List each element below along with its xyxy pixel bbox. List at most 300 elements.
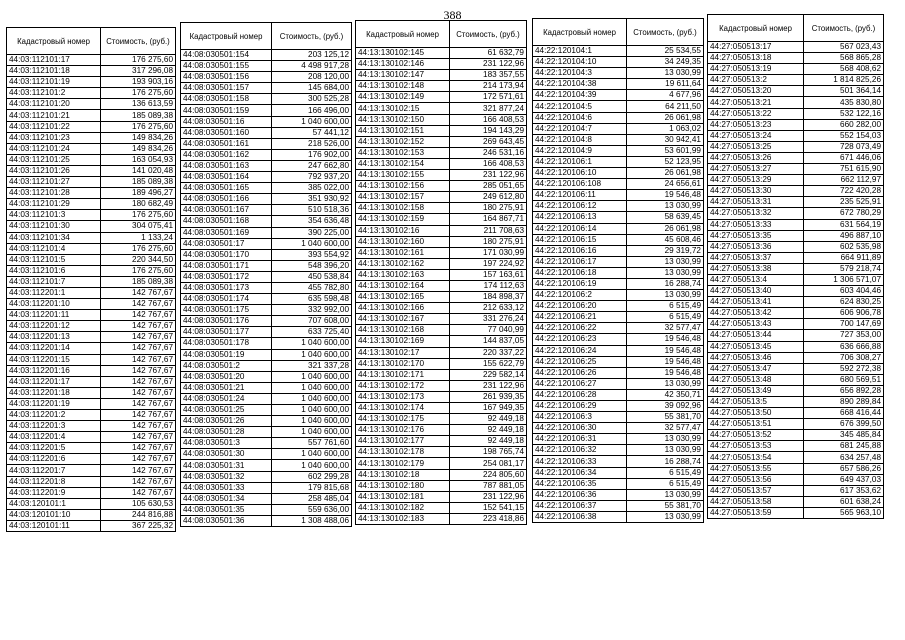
cost-cell: 39 092,96: [627, 401, 704, 412]
table-row: [533, 367, 704, 378]
header-cost: Стоимость, (руб.): [272, 23, 352, 50]
cost-cell: 269 643,45: [450, 136, 527, 147]
header-cost: Стоимость, (руб.): [804, 15, 884, 42]
cadastral-number-cell: 44:13:130102:163: [356, 269, 450, 280]
cost-cell: 331 276,24: [450, 314, 527, 325]
cost-cell: 142 767,67: [101, 310, 176, 321]
table-row: [7, 487, 176, 498]
cadastral-number-cell: 44:13:130102:165: [356, 292, 450, 303]
table-row: [533, 212, 704, 223]
table-row: [7, 299, 176, 310]
cadastral-number-cell: 44:13:130102:160: [356, 236, 450, 247]
cadastral-number-cell: 44:27:050513:48: [708, 374, 804, 385]
table-row: [533, 101, 704, 112]
cadastral-number-cell: 44:03:112101:6: [7, 265, 101, 276]
table-row: [533, 256, 704, 267]
cost-cell: 58 639,45: [627, 212, 704, 223]
table-row: [7, 287, 176, 298]
table-row: [7, 66, 176, 77]
cost-cell: 166 408,53: [450, 114, 527, 125]
table-row: [533, 312, 704, 323]
cadastral-number-cell: 44:03:112101:28: [7, 188, 101, 199]
cost-table-1: [6, 27, 176, 532]
cost-cell: 149 834,26: [101, 143, 176, 154]
cadastral-number-cell: 44:27:050513:37: [708, 252, 804, 263]
table-row: [181, 349, 352, 360]
cost-cell: 180 682,49: [101, 199, 176, 210]
cost-cell: 649 437,03: [804, 474, 884, 485]
cadastral-number-cell: 44:22:120104:7: [533, 123, 627, 134]
table-row: [7, 177, 176, 188]
cadastral-number-cell: 44:22:120106:17: [533, 256, 627, 267]
cost-cell: 706 308,27: [804, 352, 884, 363]
cost-cell: 185 089,38: [101, 276, 176, 287]
cadastral-number-cell: 44:13:130102:153: [356, 147, 450, 158]
cadastral-number-cell: 44:13:130102:183: [356, 513, 450, 524]
cost-cell: 183 357,55: [450, 70, 527, 81]
cost-cell: 501 364,14: [804, 86, 884, 97]
cost-cell: 32 577,47: [627, 423, 704, 434]
cadastral-number-cell: 44:22:120106:35: [533, 478, 627, 489]
cadastral-number-cell: 44:27:050513:57: [708, 485, 804, 496]
table-row: [181, 449, 352, 460]
table-row: [708, 42, 884, 53]
table-row: [708, 119, 884, 130]
cost-cell: 166 408,53: [450, 158, 527, 169]
cost-cell: 163 054,93: [101, 154, 176, 165]
table-row: [181, 360, 352, 371]
table-row: [533, 478, 704, 489]
cost-cell: 557 761,60: [272, 438, 352, 449]
cost-cell: 13 030,99: [627, 511, 704, 522]
cost-cell: 6 515,49: [627, 301, 704, 312]
cost-cell: 203 125,12: [272, 50, 352, 61]
table-row: [7, 465, 176, 476]
cadastral-number-cell: 44:13:130102:182: [356, 502, 450, 513]
table-row: [356, 192, 527, 203]
cadastral-number-cell: 44:08:030501:166: [181, 194, 272, 205]
cost-cell: 24 656,61: [627, 179, 704, 190]
table-row: [181, 438, 352, 449]
table-row: [708, 507, 884, 518]
cadastral-number-cell: 44:27:050513:19: [708, 64, 804, 75]
cost-cell: 166 496,00: [272, 105, 352, 116]
table-row: [708, 352, 884, 363]
table-row: [356, 280, 527, 291]
table-row: [7, 77, 176, 88]
cadastral-number-cell: 44:08:030501:169: [181, 227, 272, 238]
cadastral-number-cell: 44:03:112201:1: [7, 287, 101, 298]
cost-cell: 180 275,91: [450, 203, 527, 214]
cadastral-number-cell: 44:08:030501:174: [181, 294, 272, 305]
cost-cell: 390 225,00: [272, 227, 352, 238]
cost-cell: 548 396,20: [272, 260, 352, 271]
cost-cell: 601 638,24: [804, 496, 884, 507]
cost-cell: 142 767,67: [101, 321, 176, 332]
cost-cell: 1 306 571,07: [804, 274, 884, 285]
cadastral-number-cell: 44:13:130102:145: [356, 48, 450, 59]
table-row: [356, 369, 527, 380]
cost-cell: 1 040 600,00: [272, 238, 352, 249]
table-row: [533, 345, 704, 356]
table-row: [181, 460, 352, 471]
table-row: [533, 245, 704, 256]
cadastral-number-cell: 44:27:050513:27: [708, 164, 804, 175]
cadastral-number-cell: 44:13:130102:159: [356, 214, 450, 225]
cost-cell: 231 122,96: [450, 59, 527, 70]
table-row: [533, 378, 704, 389]
cost-cell: 4 498 917,28: [272, 61, 352, 72]
cost-cell: 32 577,47: [627, 323, 704, 334]
table-row: [356, 491, 527, 502]
cost-cell: 189 496,27: [101, 188, 176, 199]
table-row: [181, 294, 352, 305]
cadastral-number-cell: 44:22:120106:23: [533, 334, 627, 345]
cadastral-number-cell: 44:22:120106:26: [533, 367, 627, 378]
cadastral-number-cell: 44:03:112201:15: [7, 354, 101, 365]
cadastral-number-cell: 44:13:130102:168: [356, 325, 450, 336]
cadastral-number-cell: 44:03:112201:8: [7, 476, 101, 487]
table-row: [356, 114, 527, 125]
table-row: [533, 511, 704, 522]
cost-cell: 681 245,88: [804, 441, 884, 452]
cadastral-number-cell: 44:27:050513:43: [708, 319, 804, 330]
table-row: [181, 282, 352, 293]
table-row: [181, 260, 352, 271]
cadastral-number-cell: 44:22:120106:1: [533, 156, 627, 167]
table-row: [7, 332, 176, 343]
cost-cell: 55 381,70: [627, 500, 704, 511]
cadastral-number-cell: 44:03:112101:19: [7, 77, 101, 88]
cost-cell: 1 040 600,00: [272, 382, 352, 393]
cost-cell: 26 061,98: [627, 168, 704, 179]
table-row: [533, 467, 704, 478]
table-row: [356, 92, 527, 103]
cost-cell: 1 040 600,00: [272, 338, 352, 349]
cadastral-number-cell: 44:13:130102:16: [356, 225, 450, 236]
table-row: [7, 221, 176, 232]
table-row: [7, 265, 176, 276]
cost-cell: 19 546,48: [627, 367, 704, 378]
cadastral-number-cell: 44:22:120104:5: [533, 101, 627, 112]
table-row: [356, 269, 527, 280]
cost-cell: 300 525,28: [272, 94, 352, 105]
cadastral-number-cell: 44:13:130102:173: [356, 391, 450, 402]
cost-cell: 450 538,84: [272, 271, 352, 282]
table-row: [708, 86, 884, 97]
cost-cell: 142 767,67: [101, 465, 176, 476]
cost-cell: 13 030,99: [627, 68, 704, 79]
cadastral-number-cell: 44:08:030501:16: [181, 116, 272, 127]
cadastral-number-cell: 44:22:120104:9: [533, 145, 627, 156]
table-row: [533, 456, 704, 467]
cadastral-number-cell: 44:27:050513:44: [708, 330, 804, 341]
table-row: [533, 112, 704, 123]
table-row: [533, 145, 704, 156]
cost-cell: 700 147,69: [804, 319, 884, 330]
cadastral-number-cell: 44:13:130102:18: [356, 469, 450, 480]
cadastral-number-cell: 44:13:130102:161: [356, 247, 450, 258]
cost-cell: 657 586,26: [804, 463, 884, 474]
table-header-row: [356, 21, 527, 48]
cost-cell: 229 582,14: [450, 369, 527, 380]
cost-cell: 1 040 600,00: [272, 449, 352, 460]
cadastral-number-cell: 44:08:030501:158: [181, 94, 272, 105]
cadastral-number-cell: 44:08:030501:170: [181, 249, 272, 260]
table-row: [708, 97, 884, 108]
cadastral-number-cell: 44:13:130102:174: [356, 403, 450, 414]
cost-cell: 164 867,71: [450, 214, 527, 225]
cost-cell: 6 515,49: [627, 478, 704, 489]
table-row: [708, 441, 884, 452]
cadastral-number-cell: 44:03:112101:5: [7, 254, 101, 265]
cadastral-number-cell: 44:27:050513:49: [708, 385, 804, 396]
cost-cell: 1 040 600,00: [272, 416, 352, 427]
table-row: [708, 274, 884, 285]
table-row: [181, 149, 352, 160]
cost-cell: 176 275,60: [101, 88, 176, 99]
cost-cell: 136 613,59: [101, 99, 176, 110]
table-row: [181, 393, 352, 404]
table-row: [181, 327, 352, 338]
cost-cell: 157 163,61: [450, 269, 527, 280]
table-row: [708, 108, 884, 119]
cost-cell: 660 282,00: [804, 119, 884, 130]
header-cadastral-number: Кадастровый номер: [7, 28, 101, 55]
table-row: [356, 447, 527, 458]
table-row: [7, 454, 176, 465]
table-row: [708, 385, 884, 396]
cadastral-number-cell: 44:22:120106:3: [533, 412, 627, 423]
cadastral-number-cell: 44:22:120106:18: [533, 267, 627, 278]
cadastral-number-cell: 44:27:050513:58: [708, 496, 804, 507]
cadastral-number-cell: 44:27:050513:17: [708, 42, 804, 53]
table-row: [181, 116, 352, 127]
cadastral-number-cell: 44:08:030501:26: [181, 416, 272, 427]
table-row: [7, 310, 176, 321]
cadastral-number-cell: 44:03:112201:5: [7, 443, 101, 454]
cost-cell: 634 257,48: [804, 452, 884, 463]
cadastral-number-cell: 44:13:130102:17: [356, 347, 450, 358]
cadastral-number-cell: 44:03:112101:23: [7, 132, 101, 143]
cadastral-number-cell: 44:08:030501:160: [181, 127, 272, 138]
cadastral-number-cell: 44:22:120106:28: [533, 389, 627, 400]
cadastral-number-cell: 44:27:050513:36: [708, 241, 804, 252]
table-row: [356, 292, 527, 303]
cost-cell: 52 123,95: [627, 156, 704, 167]
cost-cell: 218 526,00: [272, 138, 352, 149]
cadastral-number-cell: 44:13:130102:156: [356, 181, 450, 192]
table-row: [181, 227, 352, 238]
cost-cell: 142 767,67: [101, 410, 176, 421]
cadastral-number-cell: 44:13:130102:148: [356, 81, 450, 92]
cost-cell: 617 353,62: [804, 485, 884, 496]
table-row: [181, 194, 352, 205]
cadastral-number-cell: 44:27:050513:52: [708, 430, 804, 441]
cadastral-number-cell: 44:27:050513:50: [708, 408, 804, 419]
cost-cell: 624 830,25: [804, 297, 884, 308]
cadastral-number-cell: 44:03:112201:14: [7, 343, 101, 354]
table-row: [7, 476, 176, 487]
cost-cell: 26 061,98: [627, 112, 704, 123]
header-cost: Стоимость, (руб.): [627, 19, 704, 46]
cadastral-number-cell: 44:22:120104:39: [533, 90, 627, 101]
cadastral-number-cell: 44:27:050513:5: [708, 397, 804, 408]
cadastral-number-cell: 44:03:112201:3: [7, 421, 101, 432]
cost-cell: 568 865,28: [804, 53, 884, 64]
cost-cell: 304 075,41: [101, 221, 176, 232]
cost-cell: 152 541,15: [450, 502, 527, 513]
cadastral-number-cell: 44:08:030501:159: [181, 105, 272, 116]
cadastral-number-cell: 44:08:030501:21: [181, 382, 272, 393]
cadastral-number-cell: 44:08:030501:157: [181, 83, 272, 94]
table-row: [181, 405, 352, 416]
table-row: [708, 485, 884, 496]
table-row: [708, 419, 884, 430]
cadastral-number-cell: 44:03:112101:25: [7, 154, 101, 165]
cadastral-number-cell: 44:13:130102:157: [356, 192, 450, 203]
cadastral-number-cell: 44:22:120106:34: [533, 467, 627, 478]
cost-cell: 142 767,67: [101, 387, 176, 398]
cadastral-number-cell: 44:27:050513:56: [708, 474, 804, 485]
cost-cell: 671 446,06: [804, 152, 884, 163]
cadastral-number-cell: 44:27:050513:33: [708, 219, 804, 230]
cadastral-number-cell: 44:03:112101:20: [7, 99, 101, 110]
cadastral-number-cell: 44:03:112101:22: [7, 121, 101, 132]
cost-cell: 142 767,67: [101, 454, 176, 465]
table-row: [7, 498, 176, 509]
cadastral-number-cell: 44:08:030501:168: [181, 216, 272, 227]
cost-cell: 532 122,16: [804, 108, 884, 119]
table-row: [356, 225, 527, 236]
cost-cell: 92 449,18: [450, 436, 527, 447]
table-row: [181, 471, 352, 482]
table-row: [533, 401, 704, 412]
table-row: [7, 55, 176, 66]
table-row: [7, 398, 176, 409]
cadastral-number-cell: 44:03:112201:11: [7, 310, 101, 321]
cost-cell: 176 275,60: [101, 121, 176, 132]
cost-cell: 261 939,35: [450, 391, 527, 402]
cost-cell: 214 173,94: [450, 81, 527, 92]
cadastral-number-cell: 44:03:112201:2: [7, 410, 101, 421]
cost-cell: 1 133,24: [101, 232, 176, 243]
cost-cell: 141 020,48: [101, 165, 176, 176]
cost-cell: 496 887,10: [804, 230, 884, 241]
cost-cell: 787 881,05: [450, 480, 527, 491]
table-row: [708, 175, 884, 186]
table-header-row: [533, 19, 704, 46]
cadastral-number-cell: 44:08:030501:177: [181, 327, 272, 338]
cadastral-number-cell: 44:08:030501:172: [181, 271, 272, 282]
cost-cell: 345 485,84: [804, 430, 884, 441]
table-row: [708, 308, 884, 319]
cost-cell: 321 877,24: [450, 103, 527, 114]
table-header-row: [7, 28, 176, 55]
cadastral-number-cell: 44:08:030501:33: [181, 482, 272, 493]
table-row: [356, 347, 527, 358]
table-row: [7, 243, 176, 254]
cadastral-number-cell: 44:13:130102:170: [356, 358, 450, 369]
cadastral-number-cell: 44:08:030501:32: [181, 471, 272, 482]
table-row: [7, 321, 176, 332]
cost-cell: 635 598,48: [272, 294, 352, 305]
table-row: [533, 356, 704, 367]
cadastral-number-cell: 44:03:112201:19: [7, 398, 101, 409]
cost-cell: 231 122,96: [450, 170, 527, 181]
table-row: [356, 48, 527, 59]
cost-cell: 435 830,80: [804, 97, 884, 108]
cadastral-number-cell: 44:27:050513:25: [708, 141, 804, 152]
cadastral-number-cell: 44:27:050513:20: [708, 86, 804, 97]
table-row: [356, 391, 527, 402]
cost-cell: 220 344,50: [101, 254, 176, 265]
table-row: [7, 343, 176, 354]
cost-cell: 176 275,60: [101, 55, 176, 66]
cost-cell: 26 061,98: [627, 223, 704, 234]
cadastral-number-cell: 44:13:130102:177: [356, 436, 450, 447]
cost-cell: 61 632,79: [450, 48, 527, 59]
cadastral-number-cell: 44:22:120106:20: [533, 301, 627, 312]
table-row: [7, 165, 176, 176]
cadastral-number-cell: 44:27:050513:53: [708, 441, 804, 452]
table-row: [181, 493, 352, 504]
cadastral-number-cell: 44:03:112101:34: [7, 232, 101, 243]
table-row: [181, 382, 352, 393]
cost-cell: 6 515,49: [627, 467, 704, 478]
table-row: [533, 445, 704, 456]
table-row: [533, 323, 704, 334]
table-row: [356, 147, 527, 158]
cadastral-number-cell: 44:22:120106:11: [533, 190, 627, 201]
cadastral-number-cell: 44:22:120106:21: [533, 312, 627, 323]
table-row: [708, 130, 884, 141]
cadastral-number-cell: 44:13:130102:152: [356, 136, 450, 147]
cadastral-number-cell: 44:08:030501:164: [181, 172, 272, 183]
table-row: [356, 414, 527, 425]
cadastral-number-cell: 44:08:030501:178: [181, 338, 272, 349]
table-row: [533, 412, 704, 423]
cost-cell: 728 073,49: [804, 141, 884, 152]
cost-cell: 455 782,80: [272, 282, 352, 293]
cost-cell: 171 030,99: [450, 247, 527, 258]
cadastral-number-cell: 44:22:120106:22: [533, 323, 627, 334]
cadastral-number-cell: 44:03:120101:1: [7, 498, 101, 509]
table-row: [7, 143, 176, 154]
table-row: [356, 325, 527, 336]
cadastral-number-cell: 44:03:112201:13: [7, 332, 101, 343]
cadastral-number-cell: 44:22:120104:6: [533, 112, 627, 123]
table-row: [181, 72, 352, 83]
table-row: [181, 216, 352, 227]
cost-cell: 247 662,80: [272, 160, 352, 171]
table-row: [7, 121, 176, 132]
cadastral-number-cell: 44:08:030501:28: [181, 427, 272, 438]
table-row: [708, 197, 884, 208]
cost-cell: 19 546,48: [627, 345, 704, 356]
table-row: [533, 234, 704, 245]
cost-cell: 220 337,22: [450, 347, 527, 358]
table-row: [7, 210, 176, 221]
table-row: [356, 103, 527, 114]
cost-cell: 142 767,67: [101, 354, 176, 365]
cost-cell: 224 805,60: [450, 469, 527, 480]
table-row: [533, 79, 704, 90]
cadastral-number-cell: 44:03:112201:17: [7, 376, 101, 387]
cadastral-number-cell: 44:22:120106:37: [533, 500, 627, 511]
table-row: [7, 99, 176, 110]
table-row: [533, 68, 704, 79]
